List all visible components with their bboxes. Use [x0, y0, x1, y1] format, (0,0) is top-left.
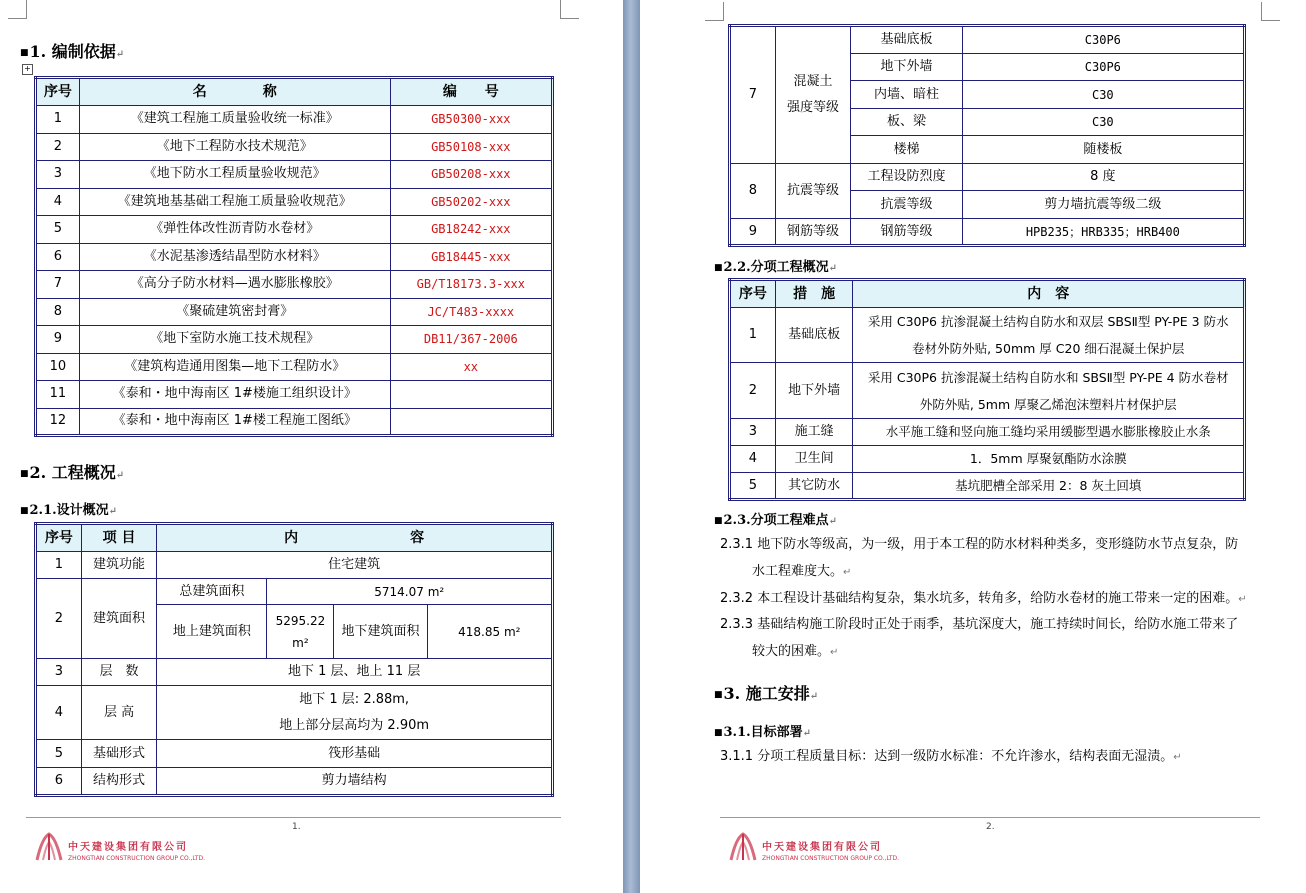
table-row: [36, 243, 553, 271]
col-header-index: 序号: [36, 524, 82, 552]
standard-code: GB50108-xxx: [390, 133, 552, 161]
standard-code: GB/T18173.3-xxx: [390, 271, 552, 299]
row-index: 3: [36, 161, 80, 189]
standard-name: 《弹性体改性沥青防水卷材》: [79, 216, 390, 244]
page-1: [0, 0, 623, 893]
row-index: 4: [730, 446, 776, 473]
sub-item-label: 钢筋等级: [851, 219, 962, 246]
row-key: 抗震等级: [775, 164, 851, 219]
table-row: [36, 579, 553, 605]
standard-code: JC/T483-xxxx: [390, 298, 552, 326]
sub-item-label: 抗震等级: [851, 191, 962, 219]
paragraph-text: 2.3.3 基础结构施工阶段时正处于雨季，基坑深度大，施工持续时间长，给防水施工带来了: [720, 617, 1239, 632]
row-index: 3: [730, 419, 776, 446]
sub-item-value: C30: [962, 81, 1244, 109]
table-row: [36, 106, 553, 134]
row-value-line-1: 采用 C30P6 抗渗混凝土结构自防水和 SBSⅡ型 PY-PE 4 防水卷材: [867, 369, 1229, 385]
standard-name: 《泰和・地中海南区 1#楼工程施工图纸》: [79, 408, 390, 436]
paragraph-2-3-3: 2.3.3 基础结构施工阶段时正处于雨季，基坑深度大，施工持续时间长，给防水施工带来了 较大的困难。↵: [720, 617, 1239, 659]
total-area-value: 5714.07 m²: [267, 579, 553, 605]
col-header-item: 项 目: [81, 524, 157, 552]
row-key-line-2: 强度等级: [787, 100, 840, 115]
standard-name: 《建筑构造通用图集—地下工程防水》: [79, 353, 390, 381]
margin-corner: [560, 0, 579, 19]
col-header-measure: 措 施: [775, 280, 853, 308]
margin-corner: [1261, 2, 1280, 21]
row-key: 结构形式: [81, 768, 157, 796]
standard-code: GB50202-xxx: [390, 188, 552, 216]
table-row: [36, 768, 553, 796]
design-overview-table-continued: [728, 24, 1246, 247]
row-key: 其它防水: [775, 473, 853, 500]
standard-name: 《水泥基渗透结晶型防水材料》: [79, 243, 390, 271]
row-index: 5: [36, 216, 80, 244]
table-row: [36, 740, 553, 768]
table-row: [36, 381, 553, 409]
table-row: [36, 353, 553, 381]
table-row: [36, 298, 553, 326]
paragraph-2-3-1: 2.3.1 地下防水等级高，为一级，用于本工程的防水材料种类多，变形缝防水节点复杂，防 水工程难度大。↵: [720, 537, 1239, 579]
above-ground-area-value: [267, 605, 334, 659]
margin-corner: [705, 2, 724, 21]
table-move-handle-icon[interactable]: +: [22, 64, 33, 75]
logo-mark-icon: [728, 832, 758, 862]
row-index: 11: [36, 381, 80, 409]
heading-2: ■2. 工程概况↵: [20, 463, 125, 482]
sub-item-label: 基础底板: [851, 26, 962, 54]
table-row: [36, 326, 553, 354]
table-row: [730, 26, 1245, 54]
table-row: [730, 308, 1245, 363]
row-index: 4: [36, 188, 80, 216]
standard-name: 《地下工程防水技术规范》: [79, 133, 390, 161]
table-row: [730, 164, 1245, 191]
table-row: [36, 188, 553, 216]
row-key-line-1: 混凝土: [793, 74, 833, 89]
col-header-index: 序号: [36, 78, 80, 106]
below-ground-area-value: 418.85 m²: [427, 605, 552, 659]
table-row: [730, 473, 1245, 500]
above-ground-area-label: 地上建筑面积: [157, 605, 267, 659]
row-value: 1．5mm 厚聚氨酯防水涂膜: [853, 446, 1245, 473]
paragraph-text: 3.1.1 分项工程质量目标：达到一级防水标准：不允许渗水，结构表面无湿渍。: [720, 749, 1174, 764]
row-key: 钢筋等级: [775, 219, 851, 246]
row-index: 12: [36, 408, 80, 436]
floor-height-line-1: 地下 1 层: 2.88m,: [299, 691, 410, 707]
heading-2-1: ■2.1.设计概况↵: [20, 503, 118, 518]
row-value: [853, 308, 1245, 363]
total-area-label: 总建筑面积: [157, 579, 267, 605]
row-index: 2: [730, 363, 776, 419]
row-key: 施工缝: [775, 419, 853, 446]
standard-code: DB11/367-2006: [390, 326, 552, 354]
col-header-code: 编 号: [390, 78, 552, 106]
row-index: 7: [36, 271, 80, 299]
standard-code: xx: [390, 353, 552, 381]
standard-name: 《地下室防水施工技术规程》: [79, 326, 390, 354]
sub-project-table: [728, 278, 1246, 501]
col-header-content: 内 容: [157, 524, 553, 552]
table-row: [36, 161, 553, 189]
row-value: 剪力墙结构: [157, 768, 553, 796]
logo-text-en: ZHONGTIAN CONSTRUCTION GROUP CO.,LTD.: [68, 855, 206, 862]
row-key: [775, 26, 851, 164]
row-index: 2: [36, 579, 82, 659]
paragraph-text: 2.3.2 本工程设计基础结构复杂，集水坑多，转角多，给防水卷材的施工带来一定的困难。: [720, 591, 1239, 606]
table-row: [36, 552, 553, 579]
row-index: 9: [730, 219, 776, 246]
above-ground-area-number: 5295.22: [275, 613, 326, 628]
sub-item-label: 工程设防烈度: [851, 164, 962, 191]
standard-code: GB50300-xxx: [390, 106, 552, 134]
row-index: 1: [36, 552, 82, 579]
page-divider: [623, 0, 640, 893]
standard-code: GB18445-xxx: [390, 243, 552, 271]
heading-3: ■3. 施工安排↵: [714, 684, 819, 703]
row-index: 6: [36, 768, 82, 796]
standard-name: 《建筑工程施工质量验收统一标准》: [79, 106, 390, 134]
row-value-line-1: 采用 C30P6 抗渗混凝土结构自防水和双层 SBSⅡ型 PY-PE 3 防水: [867, 314, 1229, 329]
row-value: 基坑肥槽全部采用 2：8 灰土回填: [853, 473, 1245, 500]
col-header-name: 名 称: [79, 78, 390, 106]
sub-item-value: 随楼板: [962, 136, 1244, 164]
col-header-content: 内 容: [853, 280, 1245, 308]
row-key: 层 数: [81, 659, 157, 686]
table-row: [36, 216, 553, 244]
standard-code: GB50208-xxx: [390, 161, 552, 189]
row-value: 筏形基础: [157, 740, 553, 768]
row-value: [853, 363, 1245, 419]
margin-corner: [8, 0, 27, 19]
row-index: 1: [36, 106, 80, 134]
row-index: 3: [36, 659, 82, 686]
heading-3-1: ■3.1.目标部署↵: [714, 725, 812, 740]
sub-item-value: 剪力墙抗震等级二级: [962, 191, 1244, 219]
heading-2-2: ■2.2.分项工程概况↵: [714, 260, 838, 275]
logo-text-en: ZHONGTIAN CONSTRUCTION GROUP CO.,LTD.: [762, 855, 900, 862]
table-row: [730, 219, 1245, 246]
row-index: 7: [730, 26, 776, 164]
row-index: 6: [36, 243, 80, 271]
table-row: [36, 408, 553, 436]
standard-name: 《建筑地基基础工程施工质量验收规范》: [79, 188, 390, 216]
standard-code: [390, 408, 552, 436]
logo-text-cn: 中天建设集团有限公司: [762, 842, 882, 853]
standard-name: 《聚硫建筑密封膏》: [79, 298, 390, 326]
row-index: 5: [36, 740, 82, 768]
row-key: 地下外墙: [775, 363, 853, 419]
row-key: 层 高: [81, 686, 157, 740]
sub-item-label: 板、梁: [851, 109, 962, 136]
sub-item-value: 8 度: [962, 164, 1244, 191]
row-key: 基础形式: [81, 740, 157, 768]
table-row: [730, 363, 1245, 419]
design-overview-table: [34, 522, 554, 797]
sub-item-value: C30: [962, 109, 1244, 136]
row-index: 8: [730, 164, 776, 219]
paragraph-text: 水工程难度大。: [752, 564, 844, 579]
table-row: [36, 271, 553, 299]
standard-name: 《高分子防水材料—遇水膨胀橡胶》: [79, 271, 390, 299]
row-key: 建筑功能: [81, 552, 157, 579]
above-ground-area-unit: m²: [292, 635, 309, 650]
sub-item-value: C30P6: [962, 26, 1244, 54]
row-value: 水平施工缝和竖向施工缝均采用缓膨型遇水膨胀橡胶止水条: [853, 419, 1245, 446]
footer-line: [720, 817, 1260, 818]
sub-item-value: HPB235；HRB335；HRB400: [962, 219, 1244, 246]
row-value: [157, 686, 553, 740]
col-header-index: 序号: [730, 280, 776, 308]
row-index: 4: [36, 686, 82, 740]
standard-name: 《地下防水工程质量验收规范》: [79, 161, 390, 189]
table-row: [730, 419, 1245, 446]
basis-table: [34, 76, 554, 437]
paragraph-text: 2.3.1 地下防水等级高，为一级，用于本工程的防水材料种类多，变形缝防水节点复杂，防: [720, 537, 1239, 552]
below-ground-area-label: 地下建筑面积: [334, 605, 427, 659]
row-index: 5: [730, 473, 776, 500]
sub-item-value: C30P6: [962, 54, 1244, 81]
page-number: 1.: [292, 822, 301, 832]
table-row: [730, 446, 1245, 473]
table-row: [36, 133, 553, 161]
paragraph-3-1-1: 3.1.1 分项工程质量目标：达到一级防水标准：不允许渗水，结构表面无湿渍。↵: [720, 749, 1182, 764]
sub-item-label: 地下外墙: [851, 54, 962, 81]
row-key: 基础底板: [775, 308, 853, 363]
row-value: 地下 1 层、地上 11 层: [157, 659, 553, 686]
standard-code: GB18242-xxx: [390, 216, 552, 244]
table-row: [36, 659, 553, 686]
row-index: 2: [36, 133, 80, 161]
sub-item-label: 内墙、暗柱: [851, 81, 962, 109]
paragraph-text: 较大的困难。: [752, 644, 831, 659]
row-index: 10: [36, 353, 80, 381]
row-index: 8: [36, 298, 80, 326]
logo-mark-icon: [34, 832, 64, 862]
heading-1: ■1. 编制依据↵: [20, 42, 125, 61]
floor-height-line-2: 地上部分层高均为 2.90m: [279, 717, 430, 733]
table-row: [36, 686, 553, 740]
paragraph-2-3-2: 2.3.2 本工程设计基础结构复杂，集水坑多，转角多，给防水卷材的施工带来一定的困难。↵: [720, 591, 1247, 606]
logo-text-cn: 中天建设集团有限公司: [68, 842, 188, 853]
standard-name: 《泰和・地中海南区 1#楼施工组织设计》: [79, 381, 390, 409]
row-value-line-2: 卷材外防外贴, 50mm 厚 C20 细石混凝土保护层: [912, 341, 1185, 356]
row-key: 建筑面积: [81, 579, 157, 659]
footer-line: [26, 817, 561, 818]
company-logo: [728, 832, 758, 866]
row-index: 9: [36, 326, 80, 354]
heading-2-3: ■2.3.分项工程难点↵: [714, 513, 838, 528]
page-2: [640, 0, 1306, 893]
sub-item-label: 楼梯: [851, 136, 962, 164]
row-value-line-2: 外防外贴, 5mm 厚聚乙烯泡沫塑料片材保护层: [919, 396, 1177, 412]
row-index: 1: [730, 308, 776, 363]
standard-code: [390, 381, 552, 409]
page-number: 2.: [986, 822, 995, 832]
company-logo: [34, 832, 64, 866]
row-key: 卫生间: [775, 446, 853, 473]
row-value: 住宅建筑: [157, 552, 553, 579]
